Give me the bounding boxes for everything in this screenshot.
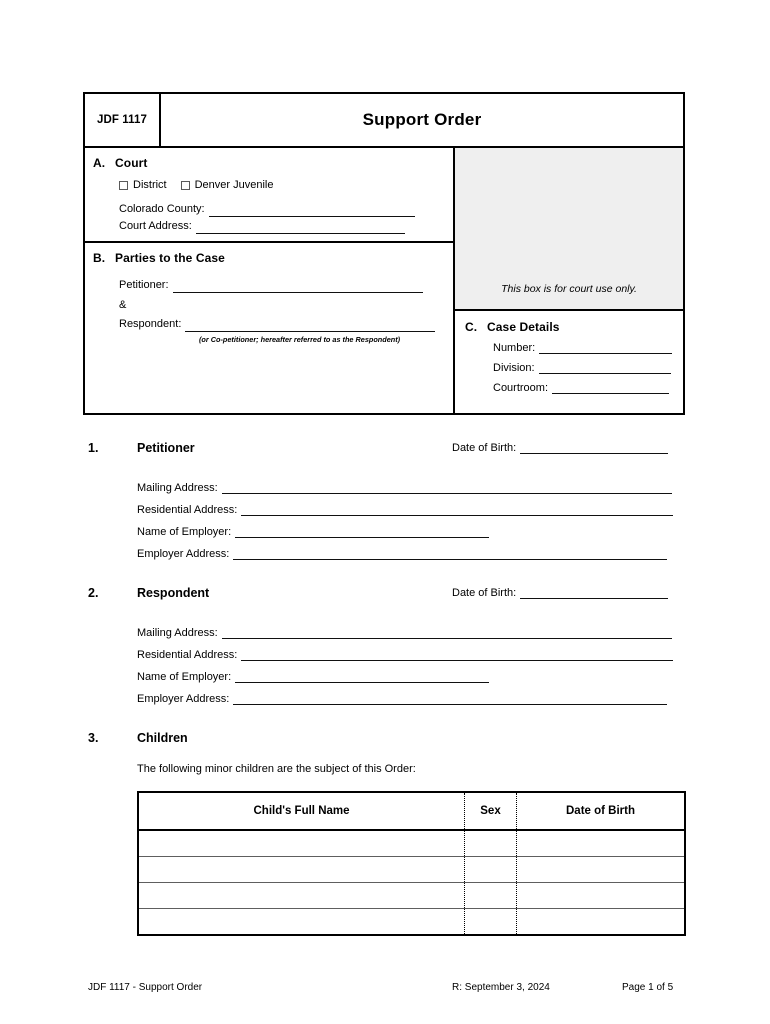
- item-1-dob-input[interactable]: [520, 441, 668, 454]
- section-a-heading: [85, 156, 453, 170]
- section-c-title: Case Details: [487, 320, 560, 334]
- section-a-court: [85, 148, 453, 243]
- footer-form-name: JDF 1117 - Support Order: [88, 982, 203, 993]
- item-2-field-employer-address: [137, 683, 673, 705]
- item-2-fields: [137, 617, 673, 705]
- item-2-residential-address-input[interactable]: [241, 647, 673, 661]
- colorado-county-input[interactable]: [209, 204, 415, 217]
- table-row: [138, 830, 685, 857]
- item-2-mailing-address-input[interactable]: [222, 625, 672, 639]
- checkbox-district[interactable]: [119, 181, 128, 190]
- item-2-residential-address-label: Residential Address:: [137, 649, 238, 661]
- table-row: [138, 909, 685, 936]
- item-1-name-of-employer-input[interactable]: [235, 524, 489, 538]
- section-b-title: Parties to the Case: [115, 251, 225, 265]
- respondent-label: Respondent:: [119, 318, 182, 330]
- item-2-dob-input[interactable]: [520, 586, 668, 599]
- item-1-mailing-address-label: Mailing Address:: [137, 482, 218, 494]
- division-input[interactable]: [539, 361, 671, 374]
- field-division: [493, 361, 683, 374]
- item-2-dob: [452, 586, 668, 599]
- item-2-name-of-employer-input[interactable]: [235, 669, 489, 683]
- cell-child-name[interactable]: [138, 830, 465, 857]
- cell-sex[interactable]: [465, 857, 517, 883]
- item-1-employer-address-label: Employer Address:: [137, 548, 230, 560]
- checkbox-denver-juvenile-label: Denver Juvenile: [194, 179, 274, 191]
- field-case-number: [493, 341, 683, 354]
- item-1-dob: [452, 441, 668, 454]
- cell-sex[interactable]: [465, 909, 517, 936]
- footer-revision: R: September 3, 2024: [452, 982, 550, 993]
- form-number: JDF 1117: [85, 94, 161, 146]
- item-1-fields: [137, 472, 673, 560]
- item-1-field-employer-address: [137, 538, 673, 560]
- item-3-title: Children: [137, 731, 188, 745]
- item-1-residential-address-input[interactable]: [241, 502, 673, 516]
- field-court-address: [119, 219, 453, 234]
- cell-dob[interactable]: [517, 857, 686, 883]
- table-row: [138, 883, 685, 909]
- item-1-employer-address-input[interactable]: [233, 546, 667, 560]
- section-b-parties: [85, 243, 453, 413]
- item-2-dob-label: Date of Birth:: [452, 587, 517, 599]
- ampersand-separator: &: [119, 299, 127, 311]
- item-2-title: Respondent: [137, 586, 210, 600]
- cell-sex[interactable]: [465, 830, 517, 857]
- item-2-employer-address-label: Employer Address:: [137, 693, 230, 705]
- item-1-residential-address-label: Residential Address:: [137, 504, 238, 516]
- cell-dob[interactable]: [517, 883, 686, 909]
- court-use-box: [455, 148, 683, 311]
- cell-sex[interactable]: [465, 883, 517, 909]
- checkbox-district-label: District: [133, 179, 167, 191]
- caption-title-row: [85, 94, 683, 148]
- table-row: [138, 857, 685, 883]
- item-2-index: 2.: [88, 586, 99, 600]
- section-b-letter: B.: [93, 251, 106, 265]
- cell-child-name[interactable]: [138, 883, 465, 909]
- item-3-index: 3.: [88, 731, 99, 745]
- petitioner-label: Petitioner:: [119, 279, 169, 291]
- column-header-sex: Sex: [465, 792, 517, 830]
- caption-right-column: [455, 148, 683, 413]
- field-colorado-county: [119, 202, 453, 217]
- respondent-note: (or Co-petitioner; hereafter referred to as the Respondent): [199, 335, 401, 344]
- page-title: Support Order: [362, 110, 482, 129]
- case-number-input[interactable]: [539, 341, 672, 354]
- checkbox-denver-juvenile[interactable]: [181, 181, 190, 190]
- section-a-letter: A.: [93, 156, 106, 170]
- item-1-dob-label: Date of Birth:: [452, 442, 517, 454]
- section-b-heading: [85, 251, 453, 265]
- cell-child-name[interactable]: [138, 909, 465, 936]
- court-address-label: Court Address:: [119, 220, 192, 232]
- item-2-field-residential-address: [137, 639, 673, 661]
- section-c-case-details: [455, 311, 683, 413]
- court-address-input[interactable]: [196, 221, 405, 234]
- field-petitioner: [119, 278, 453, 293]
- court-use-text: This box is for court use only.: [501, 283, 637, 295]
- item-1-field-name-of-employer: [137, 516, 673, 538]
- column-header-dob: Date of Birth: [517, 792, 686, 830]
- item-1-mailing-address-input[interactable]: [222, 480, 672, 494]
- court-type-checkbox-group: [119, 179, 453, 191]
- section-a-title: Court: [115, 156, 148, 170]
- section-c-heading: [455, 320, 683, 334]
- field-courtroom: [493, 381, 683, 394]
- cell-dob[interactable]: [517, 830, 686, 857]
- column-header-child-name: Child's Full Name: [138, 792, 465, 830]
- item-2-field-mailing-address: [137, 617, 673, 639]
- petitioner-input[interactable]: [173, 280, 423, 293]
- item-1-field-residential-address: [137, 494, 673, 516]
- division-label: Division:: [493, 362, 535, 374]
- children-intro-text: The following minor children are the subject of this Order:: [137, 763, 416, 775]
- caption-left-column: [85, 148, 455, 413]
- courtroom-label: Courtroom:: [493, 382, 549, 394]
- colorado-county-label: Colorado County:: [119, 203, 205, 215]
- children-table-header-row: [138, 792, 685, 830]
- item-1-index: 1.: [88, 441, 99, 455]
- item-2-name-of-employer-label: Name of Employer:: [137, 671, 232, 683]
- section-c-letter: C.: [465, 320, 478, 334]
- respondent-input[interactable]: [185, 319, 435, 332]
- caption-body: [85, 148, 683, 413]
- case-number-label: Number:: [493, 342, 536, 354]
- field-respondent: [119, 317, 453, 344]
- courtroom-input[interactable]: [552, 381, 669, 394]
- cell-child-name[interactable]: [138, 857, 465, 883]
- item-1-title: Petitioner: [137, 441, 195, 455]
- caption-block: [83, 92, 685, 415]
- children-table: [137, 791, 686, 936]
- item-2-employer-address-input[interactable]: [233, 691, 667, 705]
- item-1-field-mailing-address: [137, 472, 673, 494]
- item-2-mailing-address-label: Mailing Address:: [137, 627, 218, 639]
- footer-page-number: Page 1 of 5: [622, 982, 674, 993]
- item-2-field-name-of-employer: [137, 661, 673, 683]
- item-1-name-of-employer-label: Name of Employer:: [137, 526, 232, 538]
- cell-dob[interactable]: [517, 909, 686, 936]
